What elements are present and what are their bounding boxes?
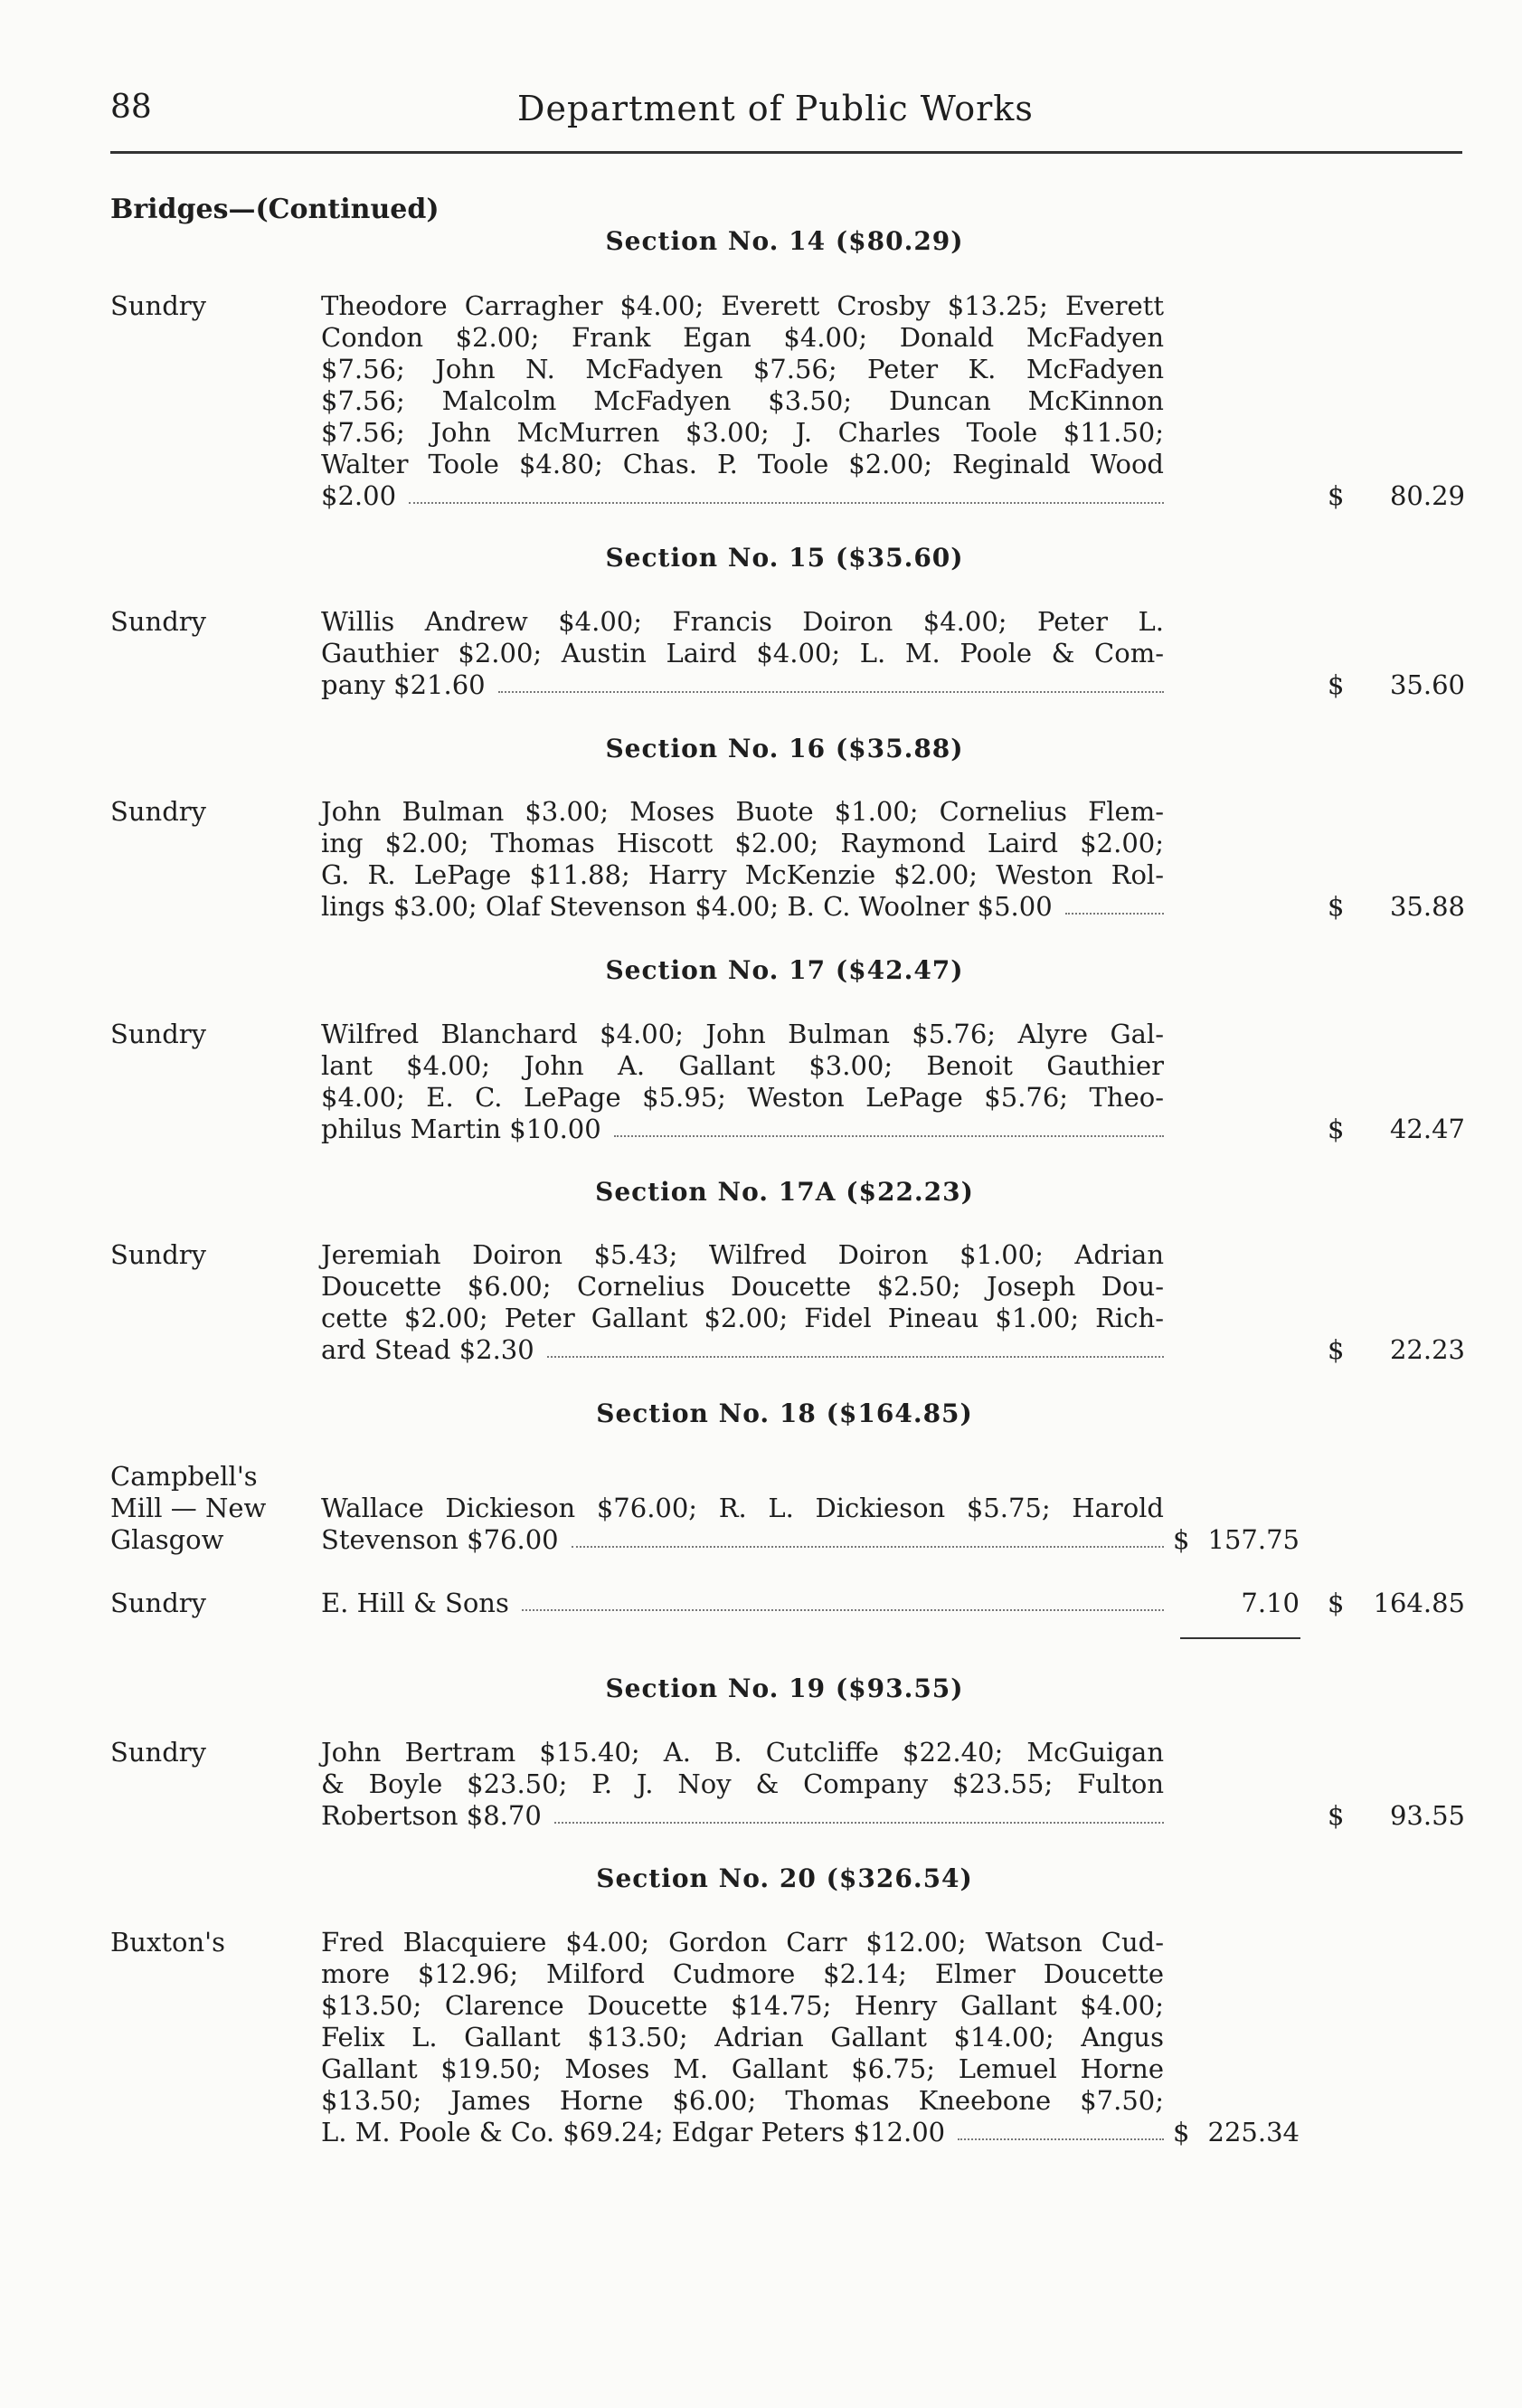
dollar-sign: $ — [1173, 1524, 1190, 1555]
entry-location — [110, 1239, 300, 1271]
entry-location — [110, 1737, 300, 1768]
entry-location — [110, 1588, 300, 1619]
description-line: $7.56; John N. McFadyen $7.56; Peter K. McFadyen — [321, 354, 1164, 384]
location-line: Sundry — [110, 606, 207, 637]
description-line: & Boyle $23.50; P. J. Noy & Company $23.55; Fulton — [321, 1768, 1164, 1799]
total-value: 42.47 — [1389, 1114, 1465, 1144]
leader-dots — [614, 1114, 1164, 1137]
section-heading: Section No. 20 ($326.54) — [596, 1863, 973, 1893]
location-line: Sundry — [110, 796, 207, 827]
description-text: $2.00 — [321, 480, 397, 511]
entry-description — [321, 1737, 1164, 1832]
description-line: $7.56; John McMurren $3.00; J. Charles Toole $11.50; — [321, 417, 1164, 448]
amount-value: 7.10 — [1241, 1588, 1300, 1618]
page-header — [110, 89, 1471, 143]
dollar-sign: $ — [1328, 1800, 1345, 1831]
entry-description — [321, 1588, 1164, 1619]
description-line — [321, 1588, 1164, 1619]
description-line: Wilfred Blanchard $4.00; John Bulman $5.76; Alyre Gal- — [321, 1019, 1164, 1049]
description-text: Robertson $8.70 — [321, 1800, 542, 1831]
leader-dots — [547, 1334, 1164, 1358]
section-heading: Section No. 14 ($80.29) — [605, 226, 964, 256]
description-text: pany $21.60 — [321, 669, 486, 700]
dollar-sign: $ — [1328, 669, 1345, 700]
header-rule — [110, 151, 1462, 154]
description-text: lings $3.00; Olaf Stevenson $4.00; B. C. Woolner $5.00 — [321, 891, 1053, 922]
amount-value: 225.34 — [1207, 2117, 1300, 2147]
dollar-sign: $ — [1328, 1334, 1345, 1365]
entry-description — [321, 1493, 1164, 1556]
section-heading: Section No. 15 ($35.60) — [605, 543, 964, 573]
leader-dots — [409, 480, 1164, 504]
description-line: John Bulman $3.00; Moses Buote $1.00; Cornelius Flem- — [321, 796, 1164, 827]
total-value: 35.60 — [1389, 669, 1465, 700]
total-value: 164.85 — [1373, 1588, 1465, 1618]
entry-location — [110, 1927, 300, 1958]
description-line — [321, 669, 1164, 701]
description-line: Willis Andrew $4.00; Francis Doiron $4.00; Peter L. — [321, 606, 1164, 637]
location-line: Campbell's — [110, 1461, 258, 1492]
description-line: ing $2.00; Thomas Hiscott $2.00; Raymond Laird $2.00; — [321, 828, 1164, 858]
description-line: Theodore Carragher $4.00; Everett Crosby $13.25; Everett — [321, 290, 1164, 321]
description-line: $7.56; Malcolm McFadyen $3.50; Duncan McKinnon — [321, 385, 1164, 416]
leader-dots — [522, 1588, 1164, 1611]
description-line: cette $2.00; Peter Gallant $2.00; Fidel Pineau $1.00; Rich- — [321, 1303, 1164, 1333]
leader-dots — [958, 2117, 1164, 2140]
section-heading: Section No. 17A ($22.23) — [595, 1177, 974, 1207]
entry-description — [321, 1239, 1164, 1366]
description-line: Jeremiah Doiron $5.43; Wilfred Doiron $1.00; Adrian — [321, 1239, 1164, 1270]
dollar-sign: $ — [1328, 1588, 1345, 1618]
entry-location — [110, 1019, 300, 1050]
description-line: Doucette $6.00; Cornelius Doucette $2.50; Joseph Dou- — [321, 1271, 1164, 1302]
section-heading: Section No. 18 ($164.85) — [596, 1398, 973, 1428]
description-line: $13.50; James Horne $6.00; Thomas Kneebone $7.50; — [321, 2085, 1164, 2116]
description-line — [321, 480, 1164, 512]
leader-dots — [1065, 891, 1164, 915]
description-line — [321, 1800, 1164, 1832]
description-line: Wallace Dickieson $76.00; R. L. Dickieson $5.75; Harold — [321, 1493, 1164, 1523]
total-value: 22.23 — [1389, 1334, 1465, 1365]
location-line: Sundry — [110, 1588, 207, 1618]
page-number: 88 — [110, 89, 152, 126]
description-text: E. Hill & Sons — [321, 1588, 509, 1618]
section-heading: Section No. 17 ($42.47) — [605, 955, 964, 985]
description-line — [321, 891, 1164, 923]
description-line — [321, 1334, 1164, 1366]
entry-description — [321, 606, 1164, 701]
entry-description — [321, 796, 1164, 923]
location-line: Mill — New — [110, 1493, 267, 1523]
description-line: Fred Blacquiere $4.00; Gordon Carr $12.00; Watson Cud- — [321, 1927, 1164, 1958]
description-text: L. M. Poole & Co. $69.24; Edgar Peters $12.00 — [321, 2117, 946, 2147]
description-text: philus Martin $10.00 — [321, 1114, 601, 1144]
dollar-sign: $ — [1173, 2117, 1190, 2147]
entry-description — [321, 1019, 1164, 1145]
location-line: Sundry — [110, 1019, 207, 1049]
location-line: Sundry — [110, 1737, 207, 1768]
leader-dots — [554, 1800, 1164, 1824]
amount-value: 157.75 — [1207, 1524, 1300, 1555]
description-text: ard Stead $2.30 — [321, 1334, 534, 1365]
section-heading: Section No. 19 ($93.55) — [605, 1673, 964, 1703]
location-line: Glasgow — [110, 1524, 224, 1555]
description-line: more $12.96; Milford Cudmore $2.14; Elmer Doucette — [321, 1958, 1164, 1989]
leader-dots — [498, 669, 1164, 693]
running-title: Department of Public Works — [517, 89, 1034, 128]
section-heading: Section No. 16 ($35.88) — [605, 734, 964, 763]
total-value: 93.55 — [1389, 1800, 1465, 1831]
leader-dots — [572, 1524, 1164, 1548]
subtotal-rule — [1180, 1637, 1300, 1639]
location-line: Buxton's — [110, 1927, 225, 1958]
entry-location — [110, 1461, 282, 1556]
description-line — [321, 1114, 1164, 1145]
location-line: Sundry — [110, 290, 207, 321]
description-line: John Bertram $15.40; A. B. Cutcliffe $22.40; McGuigan — [321, 1737, 1164, 1768]
description-line — [321, 2117, 1164, 2148]
description-line: Gauthier $2.00; Austin Laird $4.00; L. M. Poole & Com- — [321, 638, 1164, 668]
dollar-sign: $ — [1328, 480, 1345, 511]
total-value: 80.29 — [1389, 480, 1465, 511]
entry-location — [110, 796, 300, 828]
location-line: Sundry — [110, 1239, 207, 1270]
description-line: Felix L. Gallant $13.50; Adrian Gallant $14.00; Angus — [321, 2022, 1164, 2052]
description-text: Stevenson $76.00 — [321, 1524, 559, 1555]
dollar-sign: $ — [1328, 891, 1345, 922]
total-value: 35.88 — [1389, 891, 1465, 922]
description-line: $4.00; E. C. LePage $5.95; Weston LePage $5.76; Theo- — [321, 1082, 1164, 1113]
description-line: Condon $2.00; Frank Egan $4.00; Donald McFadyen — [321, 322, 1164, 353]
description-line: G. R. LePage $11.88; Harry McKenzie $2.00; Weston Rol- — [321, 859, 1164, 890]
description-line: lant $4.00; John A. Gallant $3.00; Benoit Gauthier — [321, 1050, 1164, 1081]
description-line — [321, 1524, 1164, 1556]
entry-location — [110, 290, 300, 322]
dollar-sign: $ — [1328, 1114, 1345, 1144]
description-line: Walter Toole $4.80; Chas. P. Toole $2.00; Reginald Wood — [321, 449, 1164, 479]
entry-description — [321, 290, 1164, 512]
entry-description — [321, 1927, 1164, 2148]
continued-heading: Bridges—(Continued) — [110, 194, 440, 225]
description-line: $13.50; Clarence Doucette $14.75; Henry Gallant $4.00; — [321, 1990, 1164, 2021]
description-line: Gallant $19.50; Moses M. Gallant $6.75; Lemuel Horne — [321, 2053, 1164, 2084]
entry-location — [110, 606, 300, 638]
